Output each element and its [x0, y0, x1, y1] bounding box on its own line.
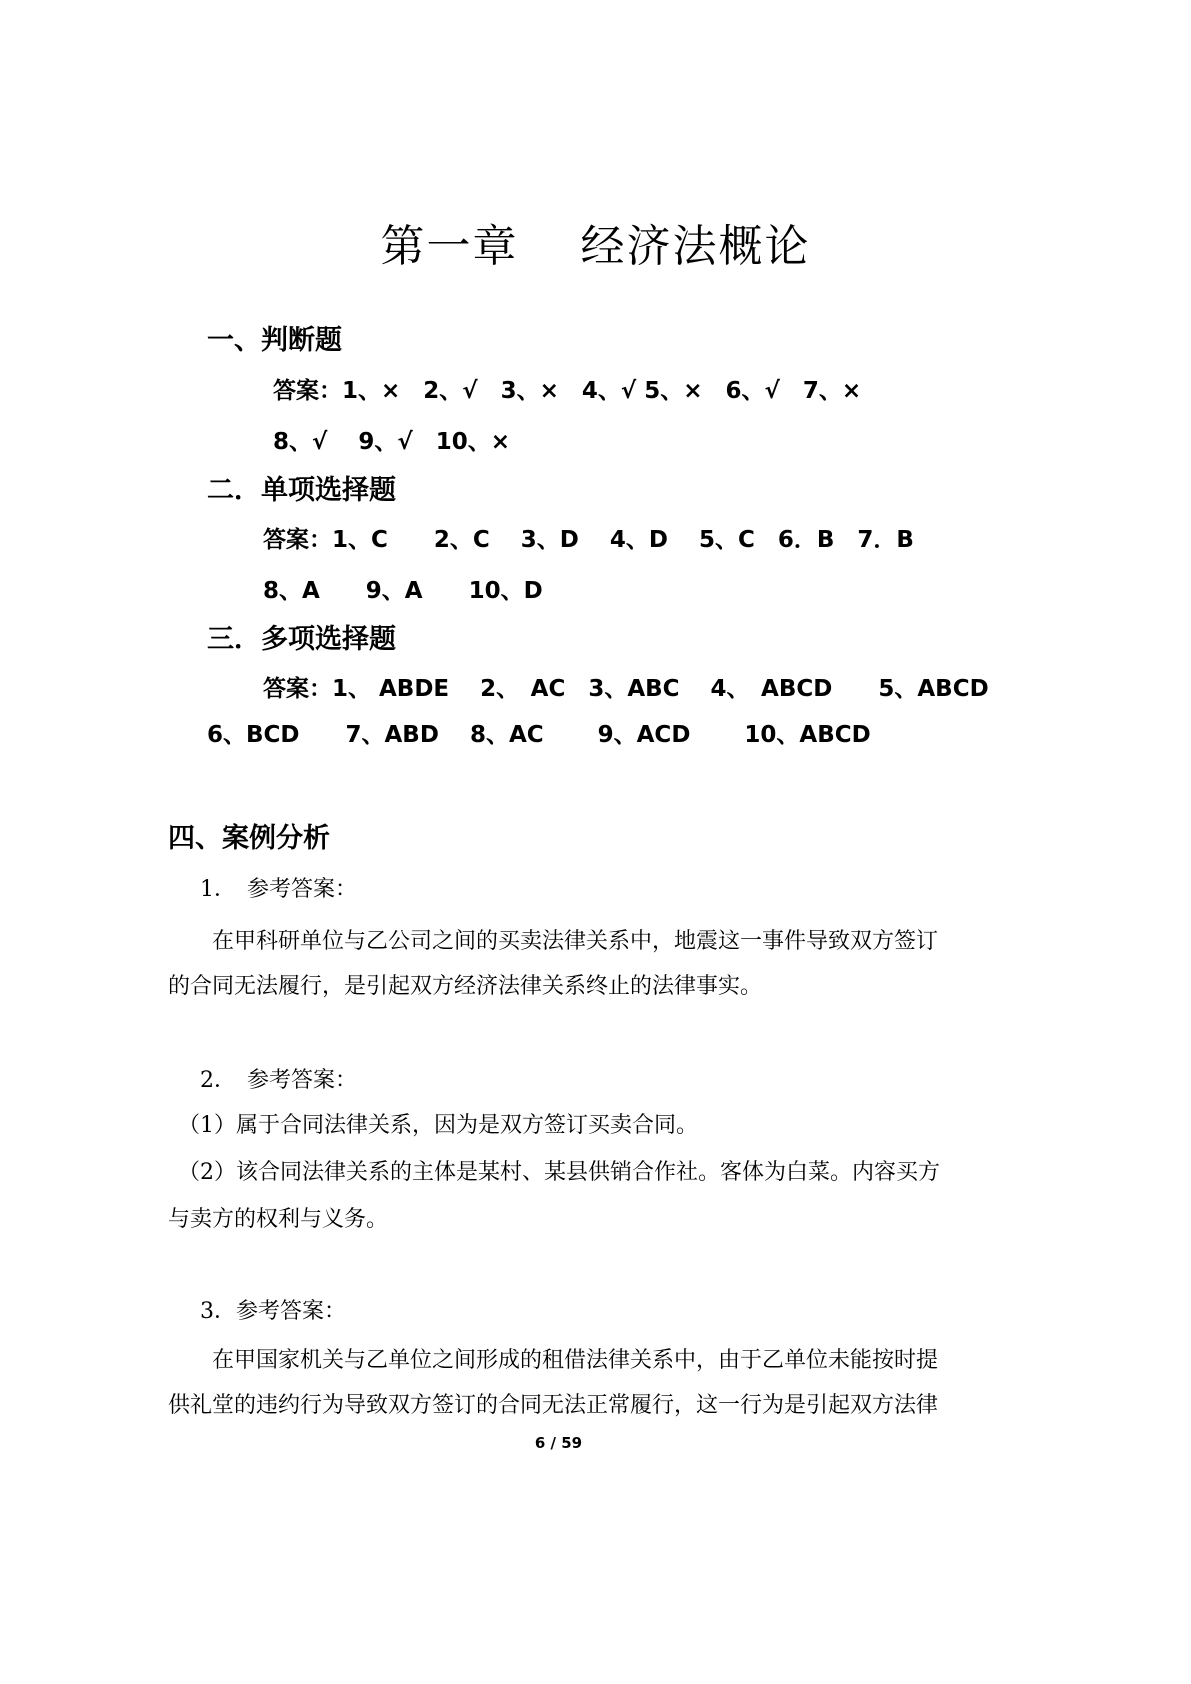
case-paragraph-line: 在甲科研单位与乙公司之间的买卖法律关系中，地震这一事件导致双方签订: [212, 929, 939, 954]
answer-line: 8、A 9、A 10、D: [263, 578, 543, 604]
case-label: 3．参考答案：: [200, 1299, 346, 1324]
answer-line: 8、√ 9、√ 10、×: [273, 429, 510, 455]
answer-line: 答案：1、C 2、C 3、D 4、D 5、C 6．B 7．B: [263, 527, 914, 553]
case-paragraph-line: 的合同无法履行，是引起双方经济法律关系终止的法律事实。: [168, 974, 763, 999]
answer-line: 答案：1、× 2、√ 3、× 4、√ 5、× 6、√ 7、×: [273, 378, 862, 404]
chapter-title: 第一章 经济法概论: [380, 221, 811, 272]
case-label: 1． 参考答案：: [200, 877, 357, 902]
case-paragraph-line: 在甲国家机关与乙单位之间形成的租借法律关系中，由于乙单位未能按时提: [212, 1348, 939, 1373]
case-paragraph-line: （1）属于合同法律关系，因为是双方签订买卖合同。: [178, 1113, 698, 1138]
section-heading-true-false: 一、判断题: [207, 325, 342, 356]
section-heading-case-analysis: 四、案例分析: [168, 823, 330, 854]
case-paragraph-line: 供礼堂的违约行为导致双方签订的合同无法正常履行，这一行为是引起双方法律: [168, 1393, 939, 1418]
page-number: 6 / 59: [534, 1434, 583, 1452]
case-paragraph-line: （2）该合同法律关系的主体是某村、某县供销合作社。客体为白菜。内容买方: [178, 1160, 940, 1185]
answer-line: 6、BCD 7、ABD 8、AC 9、ACD 10、ABCD: [207, 722, 871, 748]
case-paragraph-line: 与卖方的权利与义务。: [168, 1207, 389, 1232]
answer-line: 答案：1、 ABDE 2、 AC 3、ABC 4、 ABCD 5、ABCD: [263, 676, 989, 702]
case-label: 2． 参考答案：: [200, 1068, 357, 1093]
section-heading-single-choice: 二．单项选择题: [207, 475, 396, 506]
section-heading-multiple-choice: 三．多项选择题: [207, 624, 396, 655]
